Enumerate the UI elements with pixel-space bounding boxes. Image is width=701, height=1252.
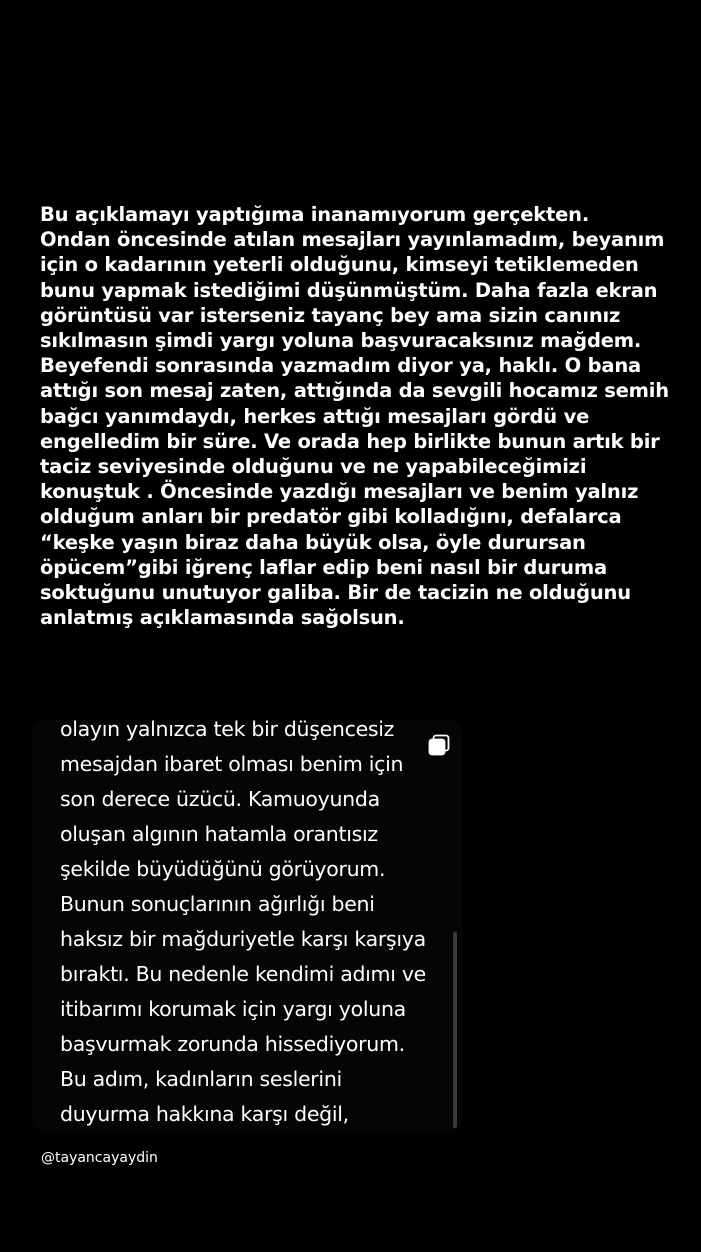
quote-line: Bu adım, kadınların seslerini [60, 1067, 342, 1091]
statement-line: Beyefendi sonrasında yazmadım diyor ya, haklı. O bana [40, 354, 641, 378]
story-statement-text [40, 202, 669, 630]
statement-line: konuştuk . Öncesinde yazdığı mesajları ve benim yalnız [40, 480, 639, 504]
quote-line: haksız bir mağduriyetle karşı karşıya [60, 927, 426, 951]
statement-line: olduğum anları bir predatör gibi kolladığını, defalarca [40, 505, 622, 529]
statement-line: görüntüsü var isterseniz tayanç bey ama sizin canınız [40, 303, 621, 327]
quoted-text [60, 720, 455, 1132]
scrollbar-thumb[interactable] [453, 932, 457, 1128]
quote-line: mesajdan ibaret olması benim için [60, 752, 404, 776]
statement-line: attığı son mesaj zaten, attığında da sevgili hocamız semih [40, 379, 669, 403]
statement-line: engelledim bir süre. Ve orada hep birlikte bunun artık bir [40, 429, 660, 453]
statement-line: soktuğunu unutuyor galiba. Bir de tacizin ne olduğunu [40, 581, 631, 605]
quote-line: duyurma hakkına karşı değil, [60, 1102, 349, 1126]
statement-line: öpücem”gibi iğrenç laflar edip beni nasıl bir duruma [40, 555, 607, 579]
quote-line: şekilde büyüdüğünü görüyorum. [60, 857, 386, 881]
quote-line: itibarımı korumak için yargı yoluna [60, 997, 406, 1021]
quote-line: başvurmak zorunda hissediyorum. [60, 1032, 405, 1056]
statement-line: taciz seviyesinde olduğunu ve ne yapabileceğimizi [40, 455, 587, 479]
mention-sticker[interactable]: @tayancayaydin [41, 1150, 158, 1166]
quote-line: oluşan algının hatamla orantısız [60, 822, 378, 846]
scrollbar[interactable] [453, 932, 457, 1128]
statement-line: bunu yapmak istediğimi düşünmüştüm. Daha fazla ekran [40, 278, 658, 302]
statement-line: bağcı yanımdaydı, herkes attığı mesajları gördü ve [40, 404, 590, 428]
copy-icon[interactable] [428, 734, 450, 756]
quote-line: Bunun sonuçlarının ağırlığı beni [60, 892, 375, 916]
quote-line: son derece üzücü. Kamuoyunda [60, 787, 380, 811]
statement-line: için o kadarının yeterli olduğunu, kimseyi tetiklemeden [40, 253, 639, 277]
quoted-screenshot-card[interactable] [32, 720, 462, 1132]
statement-line: anlatmış açıklamasında sağolsun. [40, 606, 405, 630]
statement-line: “keşke yaşın biraz daha büyük olsa, öyle durursan [40, 530, 586, 554]
quote-line: olayın yalnızca tek bir düşencesiz [60, 720, 395, 741]
statement-line: sıkılmasın şimdi yargı yoluna başvuracaksınız mağdem. [40, 329, 642, 353]
statement-line: Bu açıklamayı yaptığıma inanamıyorum gerçekten. [40, 203, 590, 226]
quote-line: bıraktı. Bu nedenle kendimi adımı ve [60, 962, 426, 986]
statement-line: Ondan öncesinde atılan mesajları yayınlamadım, beyanım [40, 228, 665, 252]
